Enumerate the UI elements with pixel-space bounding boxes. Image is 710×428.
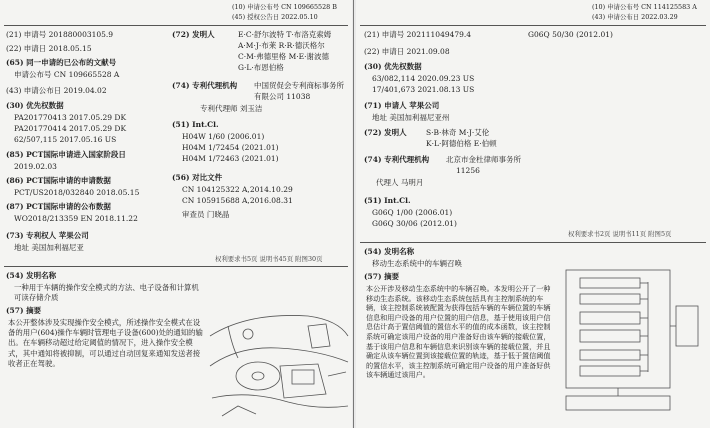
examiner: 审查员 门晓晶 (182, 210, 230, 219)
invention-title-label: (54) 发明名称 (6, 271, 57, 280)
ipc-1: H04W 1/60 (2006.01) (182, 132, 265, 141)
pct-publication-value: WO2018/213359 EN 2018.11.22 (14, 214, 138, 223)
patent-page-right (356, 0, 710, 428)
priority-2: PA201770414 2017.05.29 DK (14, 124, 127, 133)
filing-date: (22) 申请日 2018.05.15 (6, 44, 92, 53)
applicant: (71) 申请人 苹果公司 (364, 101, 440, 110)
agent: 代理人 马明月 (376, 178, 424, 187)
grant-date: (45) 授权公告日 2022.05.10 (232, 13, 318, 21)
inventors-label: (72) 发明人 (172, 30, 215, 39)
ipc-2: G06Q 30/06 (2012.01) (372, 219, 457, 228)
abstract-text: 本公开整体涉及实现操作安全模式，所述操作安全模式在设备的用户(604)操作车辆时管理电子设备(600)处的通知的输出。在车辆移动超过给定阈值的情况下，进入操作安全模式，其中通知将被抑制，可以通过自动回复来通知发送者接收者正在驾驶。 (8, 318, 203, 368)
same-application-value: 申请公布号 CN 109665528 A (14, 70, 120, 79)
inventors-line-4: G·L·布恩伯格 (238, 63, 284, 72)
block-diagram-drawing (558, 266, 704, 416)
agency-label: (74) 专利代理机构 (172, 81, 238, 90)
page-info-divider (360, 242, 706, 243)
application-number: (21) 申请号 201880003105.9 (6, 30, 114, 39)
pct-application-label: (86) PCT国际申请的申请数据 (6, 176, 111, 185)
ipc-1: G06Q 1/00 (2006.01) (372, 208, 453, 217)
inventors-label: (72) 发明人 (364, 128, 407, 137)
agent: 专利代理师 刘玉洁 (200, 104, 263, 113)
cited-1: CN 104125322 A,2014.10.29 (182, 185, 293, 194)
publication-number: (10) 申请公布号 CN 109665528 B (232, 3, 337, 11)
agency-line-1: 北京市金杜律师事务所 (446, 155, 521, 164)
cited-2: CN 105915688 A,2016.08.31 (182, 196, 293, 205)
priority-title: (30) 优先权数据 (6, 101, 64, 110)
abstract-label: (57) 摘要 (6, 306, 42, 315)
patentee-address: 地址 美国加利福尼亚 (14, 243, 84, 252)
page-info-divider (4, 266, 348, 267)
header-divider (4, 25, 348, 26)
header-divider (360, 25, 706, 26)
invention-title-label: (54) 发明名称 (364, 247, 415, 256)
inventors-line-1: S·B·林奇 M·J·艾伦 (426, 128, 490, 137)
publication-date: (43) 申请公布日 2022.03.29 (592, 13, 678, 21)
priority-3: 62/507,115 2017.05.16 US (14, 135, 117, 144)
page-info: 权利要求书2页 说明书11页 附图5页 (568, 230, 672, 238)
ipc-label: (51) Int.Cl. (364, 196, 411, 205)
cited-label: (56) 对比文件 (172, 173, 223, 182)
priority-title: (30) 优先权数据 (364, 62, 422, 71)
inventors-line-1: E·C·舒尔波特 T·布洛克索姆 (238, 30, 332, 39)
car-interior-drawing (208, 306, 350, 426)
inventors-line-2: A·M·J·布莱 R·R·德沃格尔 (238, 41, 325, 50)
agency-line-1: 中国贸促会专利商标事务所 (254, 81, 344, 90)
priority-1: PA201770413 2017.05.29 DK (14, 113, 127, 122)
publication-date: (43) 申请公布日 2019.04.02 (6, 86, 107, 95)
spread-gutter (353, 0, 354, 428)
invention-title: 一种用于车辆的操作安全模式的方法、电子设备和计算机可读存储介质 (14, 283, 199, 303)
filing-date: (22) 申请日 2021.09.08 (364, 47, 450, 56)
page-info: 权利要求书5页 说明书45页 附图30页 (215, 255, 323, 263)
abstract-text: 本公开涉及移动生态系统中的车辆召唤。本发明公开了一种移动生态系统。该移动生态系统包括具有主控制系统的车辆，该主控制系统被配置为获得包括车辆的车辆位置的车辆信息和用户设备的用户位置的用户信息，基于使用该用户信息估计高于置信阈值的置信水平的值的成本函数，该主控制系统可确定该用户设备的用户准备好由该车辆的接载位置，基于该用户信息和车辆信息来识别该车辆的接载位置，并且确定从该车辆位置到该接载位置的轨迹，基于低于置信阈值的置信水平，该主控制系统可确定用户设备的用户准备好供该车辆通过该用户。 (366, 284, 551, 380)
pct-entry-label: (85) PCT国际申请进入国家阶段日 (6, 150, 126, 159)
ipc-3: H04M 1/72463 (2021.01) (182, 154, 279, 163)
abstract-label: (57) 摘要 (364, 272, 400, 281)
pct-publication-label: (87) PCT国际申请的公布数据 (6, 202, 111, 211)
patentee: (73) 专利权人 苹果公司 (6, 231, 89, 240)
ipc-label: (51) Int.Cl. (172, 120, 219, 129)
ipc-2: H04M 1/72454 (2021.01) (182, 143, 279, 152)
priority-2: 17/401,673 2021.08.13 US (372, 85, 475, 94)
inventors-line-2: K·L·阿德伯格 E·伯顿 (426, 139, 497, 148)
same-application-title: (65) 同一申请的已公布的文献号 (6, 58, 117, 67)
patent-page-left (0, 0, 352, 428)
agency-line-2: 11256 (456, 166, 480, 175)
pct-application-value: PCT/US2018/032840 2018.05.15 (14, 188, 140, 197)
priority-1: 63/082,114 2020.09.23 US (372, 74, 475, 83)
application-number: (21) 申请号 202111049479.4 (364, 30, 472, 39)
agency-label: (74) 专利代理机构 (364, 155, 430, 164)
pct-entry-date: 2019.02.03 (14, 162, 57, 171)
top-ipc: G06Q 50/30 (2012.01) (528, 30, 613, 39)
agency-line-2: 有限公司 11038 (254, 92, 311, 101)
invention-title: 移动生态系统中的车辆召唤 (372, 259, 462, 268)
applicant-address: 地址 美国加利福尼亚州 (372, 113, 450, 122)
publication-number: (10) 申请公布号 CN 114125583 A (592, 3, 697, 11)
inventors-line-3: C·M·弗德里格 M·E·谢波德 (238, 52, 329, 61)
